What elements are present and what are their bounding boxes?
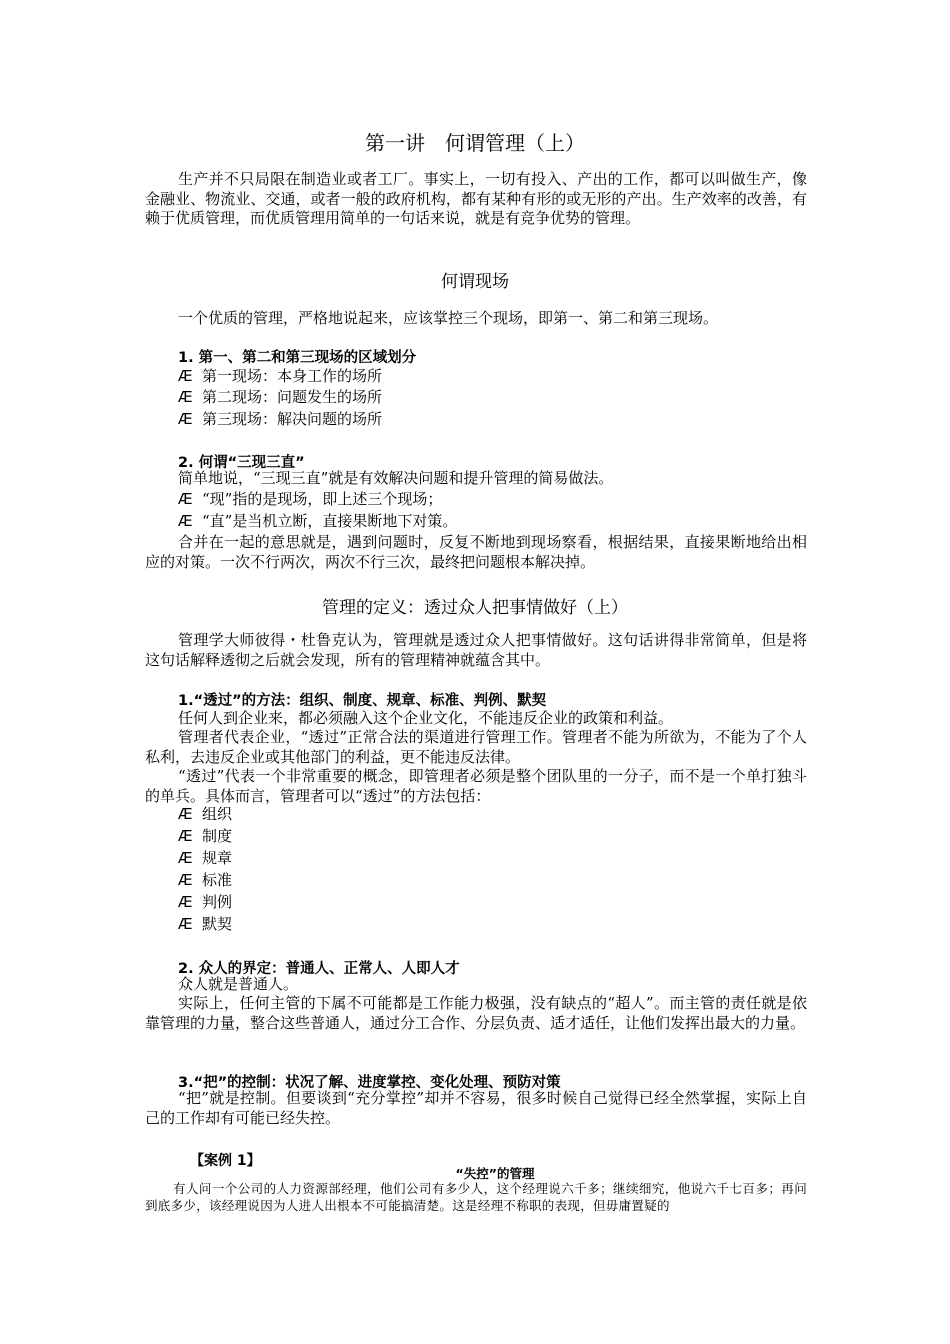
- bullet-marker: Æ: [178, 512, 193, 530]
- list-item: [178, 849, 232, 868]
- page-title: 第一讲 何谓管理（上）: [365, 131, 585, 155]
- list-item-text: 默契: [202, 915, 233, 933]
- through-paragraph-3: “透过”代表一个非常重要的概念，即管理者必须是整个团队里的一分子，而不是一个单打独斗的单兵。具体而言，管理者可以“透过”的方法包括：: [145, 767, 807, 805]
- list-item-text: 组织: [202, 805, 233, 823]
- bullet-marker: Æ: [178, 410, 193, 428]
- bullet-marker: Æ: [178, 490, 193, 508]
- list-item-text: 标准: [202, 871, 233, 889]
- bullet-marker: Æ: [178, 893, 193, 911]
- through-paragraph-2: 管理者代表企业，“透过”正常合法的渠道进行管理工作。管理者不能为所欲为，不能为了个人私利，去违反企业或其他部门的利益，更不能违反法律。: [145, 728, 807, 766]
- list-item-text: 第二现场：问题发生的场所: [202, 388, 383, 406]
- subheading-site-division: 1. 第一、第二和第三现场的区域划分: [178, 350, 417, 366]
- list-item-text: 制度: [202, 827, 233, 845]
- list-item-text: 判例: [202, 893, 233, 911]
- people-paragraph: 实际上，任何主管的下属不可能都是工作能力极强，没有缺点的“超人”。而主管的责任就是依靠管理的力量，整合这些普通人，通过分工合作、分层负责、适才适任，让他们发挥出最大的力量。: [145, 994, 807, 1032]
- bullet-marker: Æ: [178, 871, 193, 889]
- section-heading-site: 何谓现场: [441, 272, 509, 292]
- people-line-1: 众人就是普通人。: [178, 975, 299, 993]
- section-heading-management-definition: 管理的定义：透过众人把事情做好（上）: [322, 598, 628, 618]
- list-item: [178, 893, 232, 912]
- list-item-text: 第三现场：解决问题的场所: [202, 410, 383, 428]
- section1-paragraph: 一个优质的管理，严格地说起来，应该掌控三个现场，即第一、第二和第三现场。: [178, 309, 719, 327]
- section2-paragraph: 管理学大师彼得・杜鲁克认为，管理就是透过众人把事情做好。这句话讲得非常简单，但是将这句话解释透彻之后就会发现，所有的管理精神就蕴含其中。: [145, 631, 807, 669]
- control-paragraph: “把”就是控制。但要谈到“充分掌控”却并不容易，很多时候自己觉得已经全然掌握，实际上自己的工作却有可能已经失控。: [145, 1089, 807, 1127]
- subheading-three-now: 2. 何谓“三现三直”: [178, 455, 305, 471]
- list-item: [178, 410, 382, 429]
- case-paragraph: 有人问一个公司的人力资源部经理，他们公司有多少人，这个经理说六千多；继续细究，他说六千七百多；再问到底多少，该经理说因为人进人出根本不可能搞清楚。这是经理不称职的表现，但毋庸置疑的: [145, 1181, 807, 1213]
- subheading-through-methods: 1.“透过”的方法：组织、制度、规章、标准、判例、默契: [178, 693, 547, 709]
- list-item-text: 规章: [202, 849, 233, 867]
- list-item: [178, 490, 442, 509]
- subheading-control: 3.“把”的控制：状况了解、进度掌控、变化处理、预防对策: [178, 1075, 561, 1091]
- list-item: [178, 388, 382, 407]
- list-item-text: “现”指的是现场，即上述三个现场；: [202, 490, 443, 508]
- bullet-marker: Æ: [178, 915, 193, 933]
- list-item: [178, 512, 457, 531]
- bullet-marker: Æ: [178, 805, 193, 823]
- intro-paragraph: 生产并不只局限在制造业或者工厂。事实上，一切有投入、产出的工作，都可以叫做生产，像金融业、物流业、交通，或者一般的政府机构，都有某种有形的或无形的产出。生产效率的改善，有赖于优质管理，而优质管理用简单的一句话来说，就是有竞争优势的管理。: [145, 170, 807, 227]
- bullet-marker: Æ: [178, 388, 193, 406]
- list-item: [178, 367, 382, 386]
- bullet-marker: Æ: [178, 367, 193, 385]
- bullet-marker: Æ: [178, 827, 193, 845]
- case-label: 【案例 1】: [190, 1153, 261, 1169]
- through-line-1: 任何人到企业来，都必须融入这个企业文化，不能违反企业的政策和利益。: [178, 709, 674, 727]
- list-item: [178, 805, 232, 824]
- list-item: [178, 871, 232, 890]
- section1-closing-paragraph: 合并在一起的意思就是，遇到问题时，反复不断地到现场察看，根据结果，直接果断地给出相应的对策。一次不行两次，两次不行三次，最终把问题根本解决掉。: [145, 533, 807, 571]
- list-item-text: “直”是当机立断，直接果断地下对策。: [202, 512, 458, 530]
- list-item-text: 第一现场：本身工作的场所: [202, 367, 383, 385]
- three-now-definition: 简单地说，“三现三直”就是有效解决问题和提升管理的简易做法。: [178, 469, 614, 487]
- list-item: [178, 827, 232, 846]
- case-title: “失控”的管理: [455, 1166, 535, 1181]
- bullet-marker: Æ: [178, 849, 193, 867]
- list-item: [178, 915, 232, 934]
- subheading-people-definition: 2. 众人的界定：普通人、正常人、人即人才: [178, 961, 460, 977]
